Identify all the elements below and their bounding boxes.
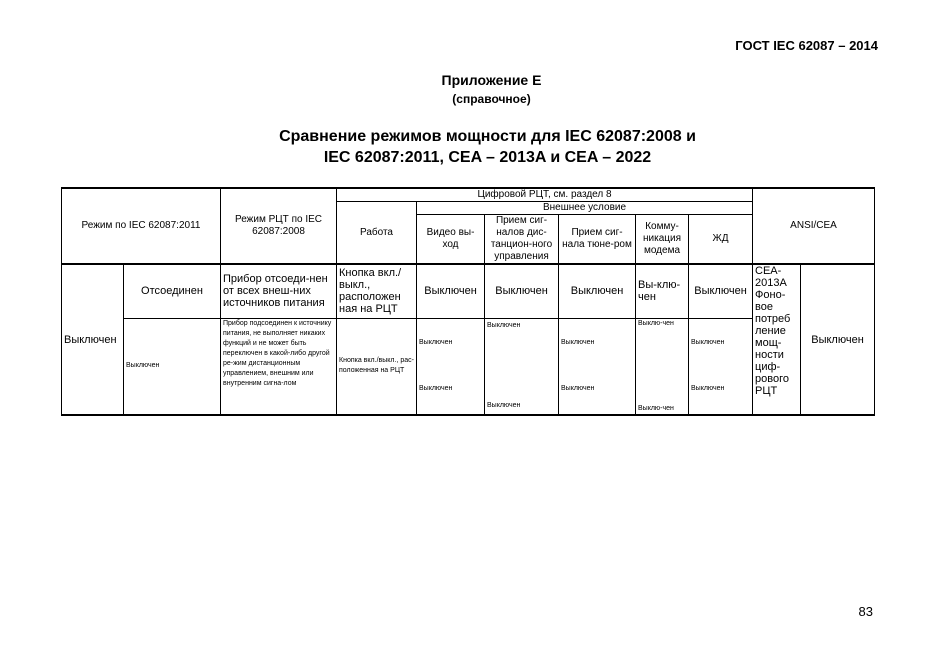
row2-description: Прибор подсоединен к источнику питания, не выполняет никаких функций и не может быть переключен в какой-либо другой ре-жим дистанционным управлением, внешним или внутренним сигна-лом [221,318,337,415]
row2-hd-b: Выключен [691,385,725,393]
header-mode-2011: Режим по IEC 62087:2011 [62,188,221,264]
row2-video-out-a: Выключен [419,339,453,347]
row2-tuner-rx-a: Выключен [561,339,595,347]
row1-tuner-rx: Выключен [559,264,636,318]
header-external-condition: Внешнее условие [417,202,753,215]
annex-title: Приложение E [441,72,542,88]
header-digital-tv: Цифровой РЦТ, см. раздел 8 [337,188,753,202]
row1-hd: Выключен [689,264,753,318]
table-heading-line-2: IEC 62087:2011, CEA – 2013A и CEA – 2022 [323,149,652,166]
submode-disconnected: Отсоединен [124,264,221,318]
ansi-mode-name: CEA-2013A Фоно-вое потреб ление мощ-ности циф-рового РЦТ [753,264,801,415]
page-number: 83 [858,604,873,619]
header-mode-2008: Режим РЦТ по IEC 62087:2008 [221,188,337,264]
header-modem: Комму-никация модема [636,215,689,265]
table-heading-line-1: Сравнение режимов мощности для IEC 62087:2008 и [279,128,696,145]
row2-work: Кнопка вкл./выкл., рас-положенная на РЦТ [337,318,417,415]
row2-video-out-b: Выключен [419,385,453,393]
header-work: Работа [337,202,417,265]
power-mode-comparison-table [61,187,875,416]
header-remote-rx: Прием сиг-налов дис-танцион-ного управления [485,215,559,265]
row1-remote-rx: Выключен [485,264,559,318]
submode-off: Выключен [124,318,221,415]
row2-tuner-rx-b: Выключен [561,385,595,393]
standard-code: ГОСТ IEC 62087 – 2014 [735,38,878,53]
ansi-mode-value: Выключен [801,264,875,415]
row2-hd-a: Выключен [691,339,725,347]
row2-remote-rx-b: Выключен [487,402,521,410]
row2-remote-rx-a: Выключен [487,322,521,330]
table-heading [0,126,935,168]
row1-video-out: Выключен [417,264,485,318]
row1-work: Кнопка вкл./выкл., расположен ная на РЦТ [337,264,417,318]
row2-modem-b: Выклю-чен [638,404,674,412]
row2-modem-a: Выклю-чен [638,319,674,327]
header-tuner-rx: Прием сиг-нала тюне-ром [559,215,636,265]
header-hd: ЖД [689,215,753,265]
header-ansi-cea: ANSI/CEA [753,188,875,264]
annex-subtitle: (справочное) [452,92,531,106]
header-video-out: Видео вы-ход [417,215,485,265]
row1-modem: Вы-клю-чен [636,264,689,318]
row1-description: Прибор отсоеди-нен от всех внеш-них источников питания [221,264,337,318]
off-mode-group: Выключен [62,264,124,415]
